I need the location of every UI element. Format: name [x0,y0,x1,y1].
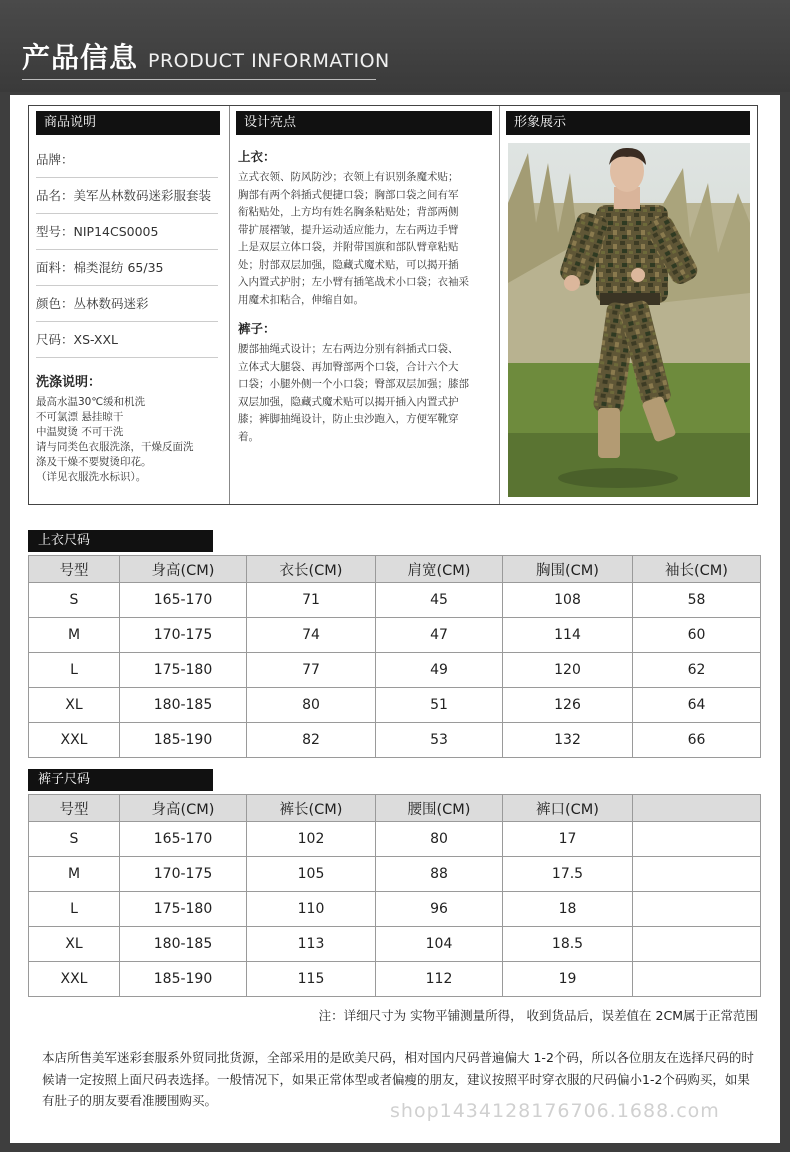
table-cell: M [29,618,120,653]
table-header-cell: 袖长(CM) [633,556,761,583]
table-header-cell: 衣长(CM) [247,556,376,583]
table-cell [633,892,761,927]
table-cell: M [29,857,120,892]
table-cell: 185-190 [120,723,247,758]
table-cell: XXL [29,723,120,758]
table-row [29,822,761,857]
table-cell: 64 [633,688,761,723]
design-line: 膝；裤脚抽绳设计，防止虫沙跑入，方便军靴穿 [238,413,459,425]
table-row [29,653,761,688]
header-banner [0,0,790,92]
table-cell: 77 [247,653,376,688]
product-field: 颜色：丛林数码迷彩 [36,287,218,322]
table-cell: 112 [376,962,503,997]
table-cell: 165-170 [120,583,247,618]
pants-size-table [28,794,761,997]
design-line: 着。 [238,430,259,443]
wash-line: 最高水温30℃缓和机洗 [36,396,146,408]
table-cell: 170-175 [120,857,247,892]
table-header-cell: 身高(CM) [120,795,247,822]
table-cell [633,927,761,962]
wash-line: 涤及干燥不要熨烫印花。 [36,456,152,468]
table-cell: 18.5 [503,927,633,962]
design-line: 衔粘贴处，上方均有姓名胸条粘贴处；背部两侧 [238,206,459,218]
table-row [29,927,761,962]
table-cell: XL [29,927,120,962]
size-description: 本店所售美军迷彩套服系外贸同批货源，全部采用的是欧美尺码，相对国内尺码普遍偏大 1-2个码，所以各位朋友在选择尺码的时候请一定按照上面尺码表选择。一般情况下，如果正常体型或者偏瘦的朋友，建议按照平时穿衣服的尺码偏小1-2个码购买，如果有肚子的朋友要看准腰围购买。 [42,1050,754,1108]
header-title-en: PRODUCT INFORMATION [148,50,390,72]
wash-line: 不可氯漂 悬挂晾干 [36,411,124,423]
table-cell: 74 [247,618,376,653]
design-line: 处；肘部双层加强，隐藏式魔术贴，可以揭开插 [238,258,459,271]
table-row [29,583,761,618]
size-note: 注：详细尺寸为 实物平铺测量所得， 收到货品后，误差值在 2CM属于正常范围 [318,1008,758,1023]
design-line: 立体式大腿袋、再加臀部两个口袋，合计六个大 [238,360,459,373]
table-cell: XL [29,688,120,723]
column-divider [229,106,230,504]
pants-heading: 裤子： [238,321,276,336]
table-cell: 82 [247,723,376,758]
watermark: shop1434128176706.1688.com [390,1100,720,1122]
table-cell: 105 [247,857,376,892]
design-line: 入内置式护肘；左小臂有插笔战术小口袋；衣袖采 [238,276,469,288]
pants-size-title: 裤子尺码 [28,769,213,791]
wash-line: 中温熨烫 不可干洗 [36,426,124,438]
table-header-cell: 腰围(CM) [376,795,503,822]
table-header-cell: 肩宽(CM) [376,556,503,583]
header-underline [22,79,376,80]
design-line: 双层加强，隐藏式魔术贴可以揭开插入内置式护 [238,395,459,408]
table-cell: L [29,892,120,927]
table-cell: 96 [376,892,503,927]
table-cell: 17.5 [503,857,633,892]
table-cell: 165-170 [120,822,247,857]
table-row [29,723,761,758]
table-cell: 17 [503,822,633,857]
table-cell: 62 [633,653,761,688]
table-cell: 80 [376,822,503,857]
product-field: 尺码：XS-XXL [36,323,218,358]
top-description [238,169,494,309]
top-heading: 上衣： [238,149,276,164]
table-cell: 114 [503,618,633,653]
design-line: 口袋；小腿外侧一个小口袋；臀部双层加强；膝部 [238,378,469,390]
wash-line: 请与同类色衣服洗涤，干燥反面洗 [36,441,194,453]
wash-title: 洗涤说明： [36,375,102,390]
table-cell [633,857,761,892]
top-size-title: 上衣尺码 [28,530,213,552]
wash-lines [36,395,222,485]
wash-line: （详见衣服洗水标识）。 [36,471,147,483]
table-header-row [29,556,761,583]
table-cell: 60 [633,618,761,653]
table-cell: 180-185 [120,688,247,723]
table-cell: 66 [633,723,761,758]
table-cell: 58 [633,583,761,618]
design-highlights [238,145,494,446]
model-photo [508,143,750,497]
table-header-cell: 号型 [29,795,120,822]
table-cell: 45 [376,583,503,618]
product-field: 面料：棉类混纺 65/35 [36,251,218,286]
product-field: 品牌： [36,143,218,178]
table-cell: 47 [376,618,503,653]
design-line: 上是双层立体口袋，并附带国旗和部队臂章粘贴 [238,241,459,253]
table-cell: 120 [503,653,633,688]
table-cell: 108 [503,583,633,618]
content-area [10,95,780,1143]
design-line: 用魔术扣粘合，伸缩自如。 [238,293,364,306]
table-header-row [29,795,761,822]
table-cell: L [29,653,120,688]
header-title-cn: 产品信息 [22,41,139,74]
table-cell: 175-180 [120,892,247,927]
table-cell: 80 [247,688,376,723]
table-cell: 71 [247,583,376,618]
table-cell: 180-185 [120,927,247,962]
table-cell: 126 [503,688,633,723]
table-cell: 51 [376,688,503,723]
table-cell: 104 [376,927,503,962]
design-line: 腰部抽绳式设计；左右两边分别有斜插式口袋、 [238,343,459,355]
table-row [29,688,761,723]
table-cell: 132 [503,723,633,758]
table-cell: 115 [247,962,376,997]
table-header-cell [633,795,761,822]
table-cell: 113 [247,927,376,962]
table-cell: 175-180 [120,653,247,688]
table-header-cell: 裤口(CM) [503,795,633,822]
table-cell: 49 [376,653,503,688]
product-section-title: 商品说明 [36,111,220,135]
table-header-cell: 胸围(CM) [503,556,633,583]
product-field: 型号：NIP14CS0005 [36,215,218,250]
table-row [29,618,761,653]
design-line: 带扩展褶皱，提升运动适应能力，左右两边手臂 [238,223,459,236]
table-cell: 110 [247,892,376,927]
pants-description [238,341,494,446]
table-cell: 19 [503,962,633,997]
table-header-cell: 号型 [29,556,120,583]
table-header-cell: 身高(CM) [120,556,247,583]
table-cell: S [29,583,120,618]
table-cell [633,962,761,997]
model-photo-illustration [508,143,750,497]
design-line: 胸部有两个斜插式便捷口袋；胸部口袋之间有军 [238,188,459,201]
table-header-cell: 裤长(CM) [247,795,376,822]
table-cell: 185-190 [120,962,247,997]
product-field: 品名：美军丛林数码迷彩服套装 [36,179,218,214]
design-line: 立式衣领、防风防沙；衣领上有识别条魔术贴； [238,171,459,183]
table-row [29,892,761,927]
table-cell: S [29,822,120,857]
wash-instructions [36,371,222,485]
table-row [29,962,761,997]
table-cell: 88 [376,857,503,892]
table-cell: 170-175 [120,618,247,653]
table-row [29,857,761,892]
table-cell: 18 [503,892,633,927]
table-cell: XXL [29,962,120,997]
showcase-section-title: 形象展示 [506,111,750,135]
table-cell: 53 [376,723,503,758]
column-divider [499,106,500,504]
design-section-title: 设计亮点 [236,111,492,135]
table-cell [633,822,761,857]
top-size-table [28,555,761,758]
table-cell: 102 [247,822,376,857]
